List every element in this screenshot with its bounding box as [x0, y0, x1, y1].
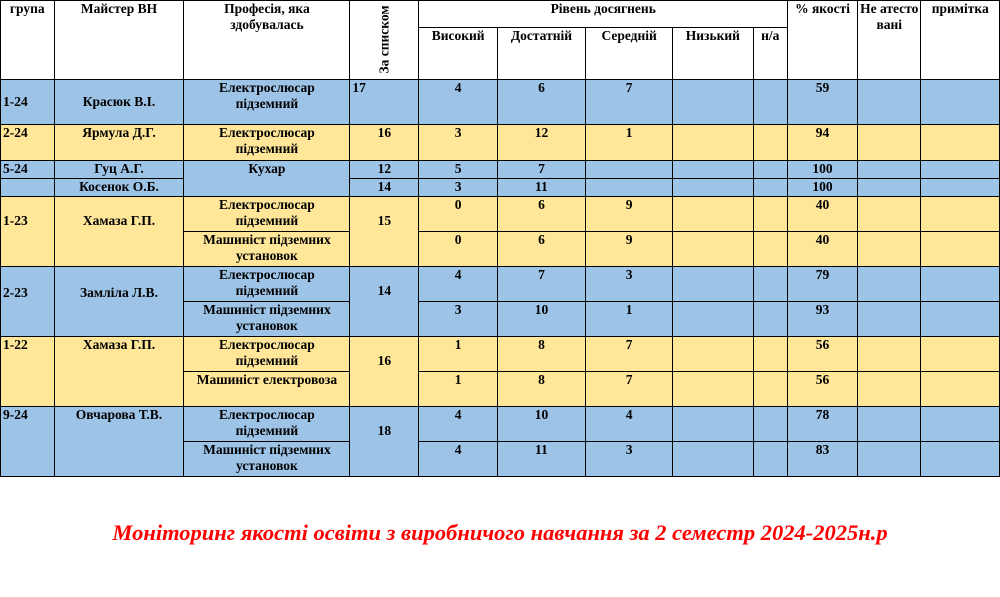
header-low: Низький — [673, 28, 753, 80]
header-master: Майстер ВН — [54, 1, 184, 80]
profession-cell: Машиніст електровоза — [184, 372, 350, 407]
high-cell: 4 — [419, 80, 497, 125]
profession-cell: Машиніст підземних установок — [184, 302, 350, 337]
sufficient-cell: 6 — [497, 232, 585, 267]
sufficient-cell: 11 — [497, 179, 585, 197]
na-cell — [753, 179, 787, 197]
medium-cell: 3 — [586, 442, 673, 477]
quality-cell: 56 — [787, 372, 857, 407]
master-cell: Красюк В.І. — [54, 80, 184, 125]
not-certified-cell — [858, 267, 921, 302]
low-cell — [673, 179, 753, 197]
note-cell — [921, 80, 1000, 125]
sufficient-cell: 6 — [497, 197, 585, 232]
table-row — [1, 161, 1000, 179]
header-not-certified: Не атесто вані — [858, 1, 921, 80]
header-na: н/а — [753, 28, 787, 80]
low-cell — [673, 267, 753, 302]
sufficient-cell: 10 — [497, 302, 585, 337]
note-cell — [921, 407, 1000, 442]
quality-cell: 79 — [787, 267, 857, 302]
high-cell: 4 — [419, 407, 497, 442]
high-cell: 1 — [419, 372, 497, 407]
profession-cell: Електрослюсар підземний — [184, 197, 350, 232]
na-cell — [753, 197, 787, 232]
not-certified-cell — [858, 337, 921, 372]
low-cell — [673, 161, 753, 179]
total-cell: 16 — [350, 125, 419, 161]
group-cell: 2-23 — [1, 267, 55, 337]
master-cell: Овчарова Т.В. — [54, 407, 184, 477]
note-cell — [921, 302, 1000, 337]
low-cell — [673, 302, 753, 337]
medium-cell — [586, 179, 673, 197]
high-cell: 4 — [419, 442, 497, 477]
medium-cell: 1 — [586, 125, 673, 161]
sufficient-cell: 12 — [497, 125, 585, 161]
header-level: Рівень досягнень — [419, 1, 788, 28]
low-cell — [673, 80, 753, 125]
not-certified-cell — [858, 179, 921, 197]
note-cell — [921, 179, 1000, 197]
medium-cell: 9 — [586, 197, 673, 232]
group-cell: 1-23 — [1, 197, 55, 267]
table-row — [1, 197, 1000, 232]
group-cell: 9-24 — [1, 407, 55, 477]
note-cell — [921, 442, 1000, 477]
sufficient-cell: 8 — [497, 372, 585, 407]
sufficient-cell: 7 — [497, 267, 585, 302]
group-cell: 2-24 — [1, 125, 55, 161]
medium-cell: 9 — [586, 232, 673, 267]
na-cell — [753, 372, 787, 407]
medium-cell: 7 — [586, 80, 673, 125]
header-group: група — [1, 1, 55, 80]
group-cell: 1-24 — [1, 80, 55, 125]
note-cell — [921, 267, 1000, 302]
medium-cell: 7 — [586, 337, 673, 372]
note-cell — [921, 232, 1000, 267]
not-certified-cell — [858, 442, 921, 477]
note-cell — [921, 161, 1000, 179]
table-row — [1, 80, 1000, 125]
na-cell — [753, 161, 787, 179]
profession-cell: Електрослюсар підземний — [184, 125, 350, 161]
header-profession: Професія, яка здобувалась — [184, 1, 350, 80]
master-cell: Ярмула Д.Г. — [54, 125, 184, 161]
table-row — [1, 179, 1000, 197]
medium-cell: 4 — [586, 407, 673, 442]
table-row — [1, 407, 1000, 442]
not-certified-cell — [858, 372, 921, 407]
note-cell — [921, 197, 1000, 232]
sufficient-cell: 10 — [497, 407, 585, 442]
na-cell — [753, 125, 787, 161]
table-row — [1, 125, 1000, 161]
na-cell — [753, 442, 787, 477]
low-cell — [673, 125, 753, 161]
note-cell — [921, 337, 1000, 372]
profession-cell: Електрослюсар підземний — [184, 80, 350, 125]
profession-cell: Електрослюсар підземний — [184, 407, 350, 442]
master-cell: Замліла Л.В. — [54, 267, 184, 337]
medium-cell: 3 — [586, 267, 673, 302]
na-cell — [753, 302, 787, 337]
total-cell: 14 — [350, 179, 419, 197]
profession-cell: Машиніст підземних установок — [184, 232, 350, 267]
medium-cell: 7 — [586, 372, 673, 407]
low-cell — [673, 407, 753, 442]
not-certified-cell — [858, 161, 921, 179]
quality-cell: 40 — [787, 197, 857, 232]
not-certified-cell — [858, 232, 921, 267]
quality-cell: 100 — [787, 161, 857, 179]
quality-cell: 56 — [787, 337, 857, 372]
quality-cell: 83 — [787, 442, 857, 477]
group-cell — [1, 179, 55, 197]
medium-cell — [586, 161, 673, 179]
low-cell — [673, 232, 753, 267]
na-cell — [753, 407, 787, 442]
low-cell — [673, 442, 753, 477]
quality-cell: 94 — [787, 125, 857, 161]
sufficient-cell: 8 — [497, 337, 585, 372]
profession-cell: Машиніст підземних установок — [184, 442, 350, 477]
sufficient-cell: 6 — [497, 80, 585, 125]
note-cell — [921, 125, 1000, 161]
header-high: Високий — [419, 28, 497, 80]
group-cell: 1-22 — [1, 337, 55, 407]
table-row — [1, 337, 1000, 372]
not-certified-cell — [858, 80, 921, 125]
not-certified-cell — [858, 407, 921, 442]
header-note: примітка — [921, 1, 1000, 80]
quality-cell: 59 — [787, 80, 857, 125]
master-cell: Гуц А.Г. — [54, 161, 184, 179]
high-cell: 0 — [419, 197, 497, 232]
high-cell: 0 — [419, 232, 497, 267]
table-row — [1, 267, 1000, 302]
master-cell: Хамаза Г.П. — [54, 197, 184, 267]
not-certified-cell — [858, 302, 921, 337]
master-cell: Косенок О.Б. — [54, 179, 184, 197]
header-total — [350, 1, 419, 80]
group-cell: 5-24 — [1, 161, 55, 179]
sufficient-cell: 11 — [497, 442, 585, 477]
low-cell — [673, 337, 753, 372]
header-medium: Середній — [586, 28, 673, 80]
high-cell: 3 — [419, 179, 497, 197]
header-total-label: За списком — [376, 5, 392, 74]
total-cell: 14 — [350, 267, 419, 337]
total-cell: 18 — [350, 407, 419, 477]
high-cell: 4 — [419, 267, 497, 302]
na-cell — [753, 232, 787, 267]
master-cell: Хамаза Г.П. — [54, 337, 184, 407]
total-cell: 16 — [350, 337, 419, 407]
note-cell — [921, 372, 1000, 407]
low-cell — [673, 197, 753, 232]
header-sufficient: Достатній — [497, 28, 585, 80]
na-cell — [753, 267, 787, 302]
profession-cell: Кухар — [184, 161, 350, 197]
total-cell: 17 — [350, 80, 419, 125]
total-cell: 12 — [350, 161, 419, 179]
not-certified-cell — [858, 125, 921, 161]
not-certified-cell — [858, 197, 921, 232]
low-cell — [673, 372, 753, 407]
quality-cell: 40 — [787, 232, 857, 267]
medium-cell: 1 — [586, 302, 673, 337]
profession-cell: Електрослюсар підземний — [184, 337, 350, 372]
high-cell: 1 — [419, 337, 497, 372]
sufficient-cell: 7 — [497, 161, 585, 179]
quality-cell: 78 — [787, 407, 857, 442]
quality-cell: 93 — [787, 302, 857, 337]
quality-cell: 100 — [787, 179, 857, 197]
high-cell: 3 — [419, 302, 497, 337]
header-quality: % якості — [787, 1, 857, 80]
na-cell — [753, 337, 787, 372]
high-cell: 5 — [419, 161, 497, 179]
na-cell — [753, 80, 787, 125]
total-cell: 15 — [350, 197, 419, 267]
monitoring-caption: Моніторинг якості освіти з виробничого навчання за 2 семестр 2024-2025н.р — [112, 520, 888, 545]
high-cell: 3 — [419, 125, 497, 161]
profession-cell: Електрослюсар підземний — [184, 267, 350, 302]
